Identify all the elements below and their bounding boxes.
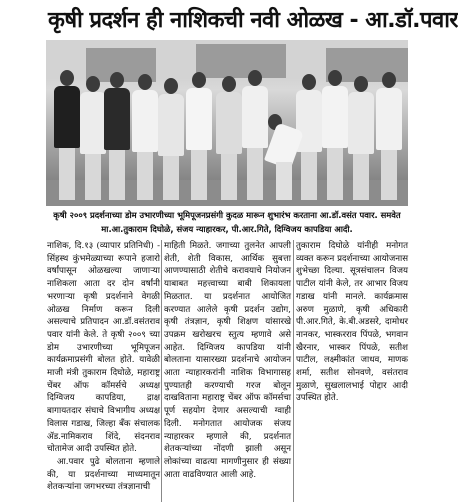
news-photo xyxy=(46,40,408,206)
person-figure xyxy=(132,74,158,200)
article-column-1 xyxy=(47,240,160,502)
photo-caption: कृषी २००९ प्रदर्शनाच्या डोम उभारणीच्या भूमिपूजनप्रसंगी कुदळ मारून शुभारंभ करताना आ.डॉ.वसंत पवार. समवेत मा.आ.तुकाराम दिघोळे, संजय न्याहारकर, पी.आर.गिते, दिग्विजय कापडिया आदी. xyxy=(53,210,401,234)
person-figure xyxy=(54,70,80,200)
person-figure xyxy=(104,72,130,200)
man-with-spade xyxy=(264,110,298,200)
paragraph: तुकाराम दिघोळे यांनीही मनोगत व्यक्त करून प्रदर्शनाच्या आयोजनास शुभेच्छा दिल्या. सूत्रसंचालन विजय पाटील यांनी केले, तर आभार विजय गडाख यांनी मानले. कार्यक्रमास अरुण मुळाणे, कृषी अधिकारी पी.आर.गिते, के.बी.अडसरे, दामोधर नानकर, भास्करराव पिंपळे, भगवान खैरनार, भास्कर पिंपळे, सतीश पाटील, लक्ष्मीकांत जाधव, माणक शर्मा, सतीश सोनवणे, वसंतराव मुळाणे, सुखलालभाई पोद्दार आदी उपस्थित होते. xyxy=(296,241,408,404)
paragraph: आ.पवार पुढे बोलताना म्हणाले की, या प्रदर्शनाच्या माध्यमातून शेतकऱ्यांना जगभरच्या तंत्रज्ञानाची xyxy=(47,456,160,493)
article-column-3 xyxy=(296,240,408,502)
person-figure xyxy=(376,72,402,200)
person-figure xyxy=(158,78,184,200)
person-figure xyxy=(322,70,348,200)
person-figure xyxy=(348,76,374,200)
person-figure xyxy=(186,72,212,200)
headline: कृषी प्रदर्शन ही नाशिकची नवी ओळख - आ.डॉ.पवार xyxy=(48,8,458,33)
person-figure xyxy=(216,76,242,200)
paragraph: माहिती मिळते. जगाच्या तुलनेत आपली शेती, शेती विकास, आर्थिक सुबत्ता आणण्यासाठी शेतीचे करावयाचे नियोजन याबाबत महत्त्वाच्या बाबी शिकायला मिळतात. या प्रदर्शनात आयोजित करण्यात आलेले कृषी प्रदर्शन उद्योग, कृषी तंत्रज्ञान, कृषी शिक्षण यांसारखे उपक्रम खरोखरच स्तुत्य म्हणावे असे आहेत. दिग्विजय कापडिया यांनी बोलताना यासारख्या प्रदर्शनाचे आयोजन आता न्याहारकरांनी नाशिक विभागासह पुण्यातही करण्याची गरज बोलून दाखविताना महाराष्ट्र चेंबर ऑफ कॉमर्सचा पूर्ण सहयोग देणार असल्याची ग्वाही दिली. मनोगतात आयोजक संजय न्याहारकर म्हणाले की, प्रदर्शनात शेतकऱ्यांच्या नोंदणी झाली असून लोकांच्या वाढत्या मागणीनुसार ही संख्या आता वाढविण्यात आली आहे. xyxy=(164,241,291,480)
person-figure xyxy=(80,76,106,200)
article-column-2 xyxy=(164,240,291,502)
paragraph: नाशिक, दि.१३ (व्यापार प्रतिनिधी) - सिंहस्थ कुंभमेळ्याच्या रूपाने हजारो वर्षांपासून ओळखल्या जाणाऱ्या नाशिकला आता दर दोन वर्षांनी भरणाऱ्या कृषी प्रदर्शनाने वेगळी ओळख निर्माण करून दिली असल्याचे प्रतिपादन आ.डॉ.वसंतराव पवार यांनी केले. ते कृषी २००९ च्या डोम उभारणीच्या भूमिपूजन कार्यक्रमाप्रसंगी बोलत होते. यावेळी माजी मंत्री तुकाराम दिघोळे, महाराष्ट्र चेंबर ऑफ कॉमर्सचे अध्यक्ष दिग्विजय कापडिया, द्राक्ष बागायतदार संघाचे विभागीय अध्यक्ष विलास गडाख, जिल्हा बँक संचालक ॲड.नामिकराव शिंदे, संदनराव चोतामेज आदी उपस्थित होते. xyxy=(47,241,160,455)
